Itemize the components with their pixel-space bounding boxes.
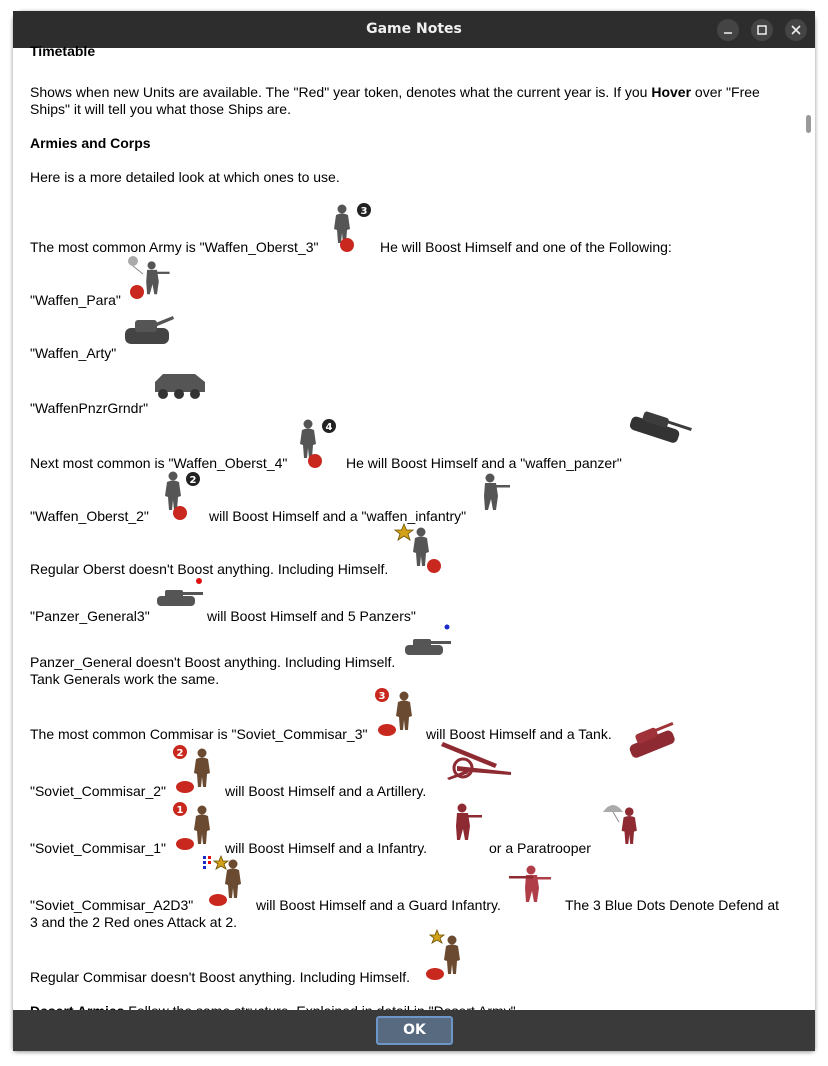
panzer-general-icon [401, 623, 453, 663]
text-line: "Waffen_Oberst_2" [30, 508, 149, 524]
waffen-infantry-icon [476, 472, 516, 516]
text-line: Next most common is "Waffen_Oberst_4" [30, 455, 288, 471]
waffen-oberst-4-icon [293, 418, 333, 468]
scrollbar-thumb[interactable] [806, 115, 811, 133]
soviet-guard-infantry-icon [509, 860, 559, 910]
text-line: 3 and the 2 Red ones Attack at 2. [30, 914, 238, 930]
minimize-icon [717, 19, 739, 41]
soviet-commisar-a2d3-icon [202, 854, 248, 910]
window-title: Game Notes [366, 21, 462, 37]
soviet-artillery-icon [437, 738, 513, 782]
text-line: "Panzer_General3" [30, 608, 150, 624]
cut-heading: Timetable [30, 43, 96, 59]
svg-text:2: 2 [176, 748, 184, 759]
svg-text:4: 4 [325, 422, 333, 433]
text-line: The most common Commisar is "Soviet_Commisar_3" [30, 726, 368, 742]
notes-content [13, 43, 803, 1010]
text-line: will Boost Himself and a Tank. [426, 726, 612, 742]
text-line: "Soviet_Commisar_1" [30, 840, 166, 856]
waffen-para-icon [125, 254, 177, 304]
text-line: or a Paratrooper [489, 840, 591, 856]
text-line: He will Boost Himself and a "waffen_panzer" [346, 455, 622, 471]
panzer-general3-icon [153, 576, 209, 614]
ok-button[interactable]: OK [376, 1016, 453, 1045]
regular-commisar-icon [423, 928, 467, 984]
text-line: will Boost Himself and a Infantry. [225, 840, 428, 856]
maximize-icon [751, 19, 773, 41]
timetable-paragraph-cont: Ships" it will tell you what those Ships are. [30, 101, 291, 117]
soviet-commisar-2-icon [173, 743, 219, 797]
text-line: He will Boost Himself and one of the Following: [380, 239, 672, 255]
soviet-commisar-3-icon [375, 686, 423, 740]
waffen-oberst-3-icon [327, 203, 367, 253]
vertical-scrollbar[interactable] [803, 48, 815, 1010]
intro-text: Here is a more detailed look at which ones to use. [30, 169, 340, 185]
title-bar [13, 11, 815, 48]
text-line: Regular Commisar doesn't Boost anything. Including Himself. [30, 969, 411, 985]
text-line: Regular Oberst doesn't Boost anything. Including Himself. [30, 561, 389, 577]
text-line: The most common Army is "Waffen_Oberst_3" [30, 239, 319, 255]
maximize-button[interactable] [751, 19, 773, 41]
text-line: "Soviet_Commisar_A2D3" [30, 897, 194, 913]
svg-text:3: 3 [360, 206, 368, 217]
close-icon [785, 19, 807, 41]
text-line: "Soviet_Commisar_2" [30, 783, 166, 799]
text-line: "Waffen_Para" [30, 292, 121, 308]
text-line: will Boost Himself and 5 Panzers" [207, 608, 416, 624]
svg-text:2: 2 [189, 475, 197, 486]
waffen-oberst-2-icon [158, 470, 198, 520]
dialog-footer [13, 1010, 815, 1051]
regular-oberst-icon [394, 522, 444, 574]
text-line: "Waffen_Arty" [30, 345, 117, 361]
svg-text:1: 1 [176, 805, 184, 816]
text-line: will Boost Himself and a "waffen_infantry" [209, 508, 467, 524]
soviet-paratrooper-icon [601, 800, 645, 848]
minimize-button[interactable] [717, 19, 739, 41]
text-line: "WaffenPnzrGrndr" [30, 400, 149, 416]
text-line: will Boost Himself and a Guard Infantry. [256, 897, 501, 913]
soviet-infantry-icon [446, 800, 486, 848]
text-line: Tank Generals work the same. [30, 671, 220, 687]
text-line: The 3 Blue Dots Denote Defend at [565, 897, 780, 913]
armies-heading: Armies and Corps [30, 135, 151, 151]
close-button[interactable] [785, 19, 807, 41]
soviet-tank-icon [624, 721, 680, 761]
waffen-panzer-icon [624, 404, 694, 454]
timetable-paragraph: Shows when new Units are available. The "Red" year token, denotes what the current year is. If you Hover over "Free [30, 84, 760, 100]
text-line: will Boost Himself and a Artillery. [225, 783, 427, 799]
svg-text:3: 3 [378, 691, 386, 702]
waffen-pnzr-grndr-icon [153, 368, 207, 402]
game-notes-window [13, 11, 815, 1051]
text-line: Panzer_General doesn't Boost anything. Including Himself. [30, 654, 396, 670]
soviet-commisar-1-icon [173, 800, 219, 854]
waffen-arty-icon [121, 306, 173, 350]
